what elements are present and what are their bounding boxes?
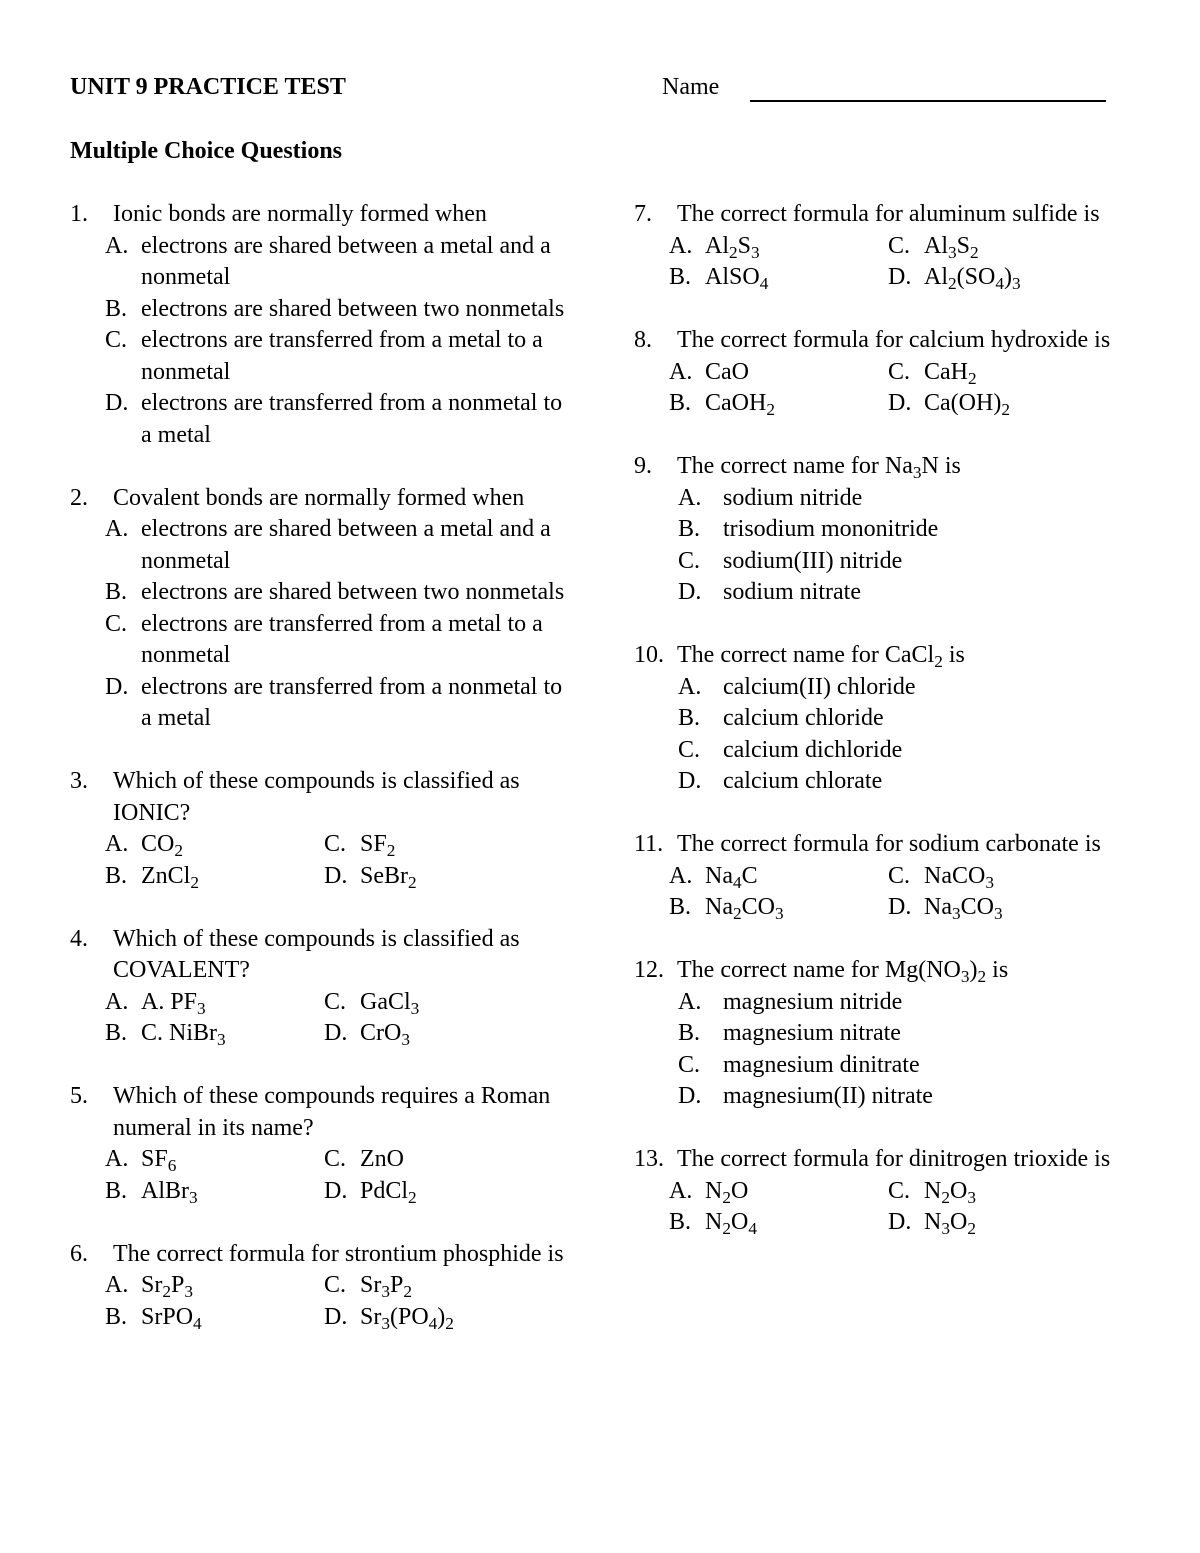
answer-option[interactable] (70, 294, 570, 326)
option-text: electrons are shared between two nonmetals (141, 579, 565, 605)
answer-option[interactable] (324, 829, 544, 861)
question-text: The correct formula for sodium carbonate is (677, 831, 1101, 857)
option-text: CaH$_2$ (924, 358, 977, 388)
answer-option[interactable] (888, 1207, 1108, 1239)
option-text: calcium(II) chloride (723, 673, 916, 700)
question-number: 4. (70, 925, 88, 952)
answer-option[interactable] (70, 231, 570, 294)
answer-option[interactable] (888, 357, 1108, 389)
option-letter: C. (888, 1177, 911, 1204)
question-number: 12. (634, 957, 664, 983)
question-text: The correct name for $Mg(NO_3)_2$ is (677, 957, 1009, 986)
option-letter: C. (324, 1272, 347, 1298)
option-text: calcium dichloride (723, 736, 903, 763)
answer-option[interactable] (105, 1302, 324, 1334)
option-letter: B. (678, 1020, 701, 1046)
option-text: C. NiBr$_3$ (141, 1020, 226, 1049)
question-stem (634, 1144, 1134, 1176)
option-letter: C. (678, 547, 701, 574)
answer-option[interactable] (105, 829, 324, 861)
option-letter: A. (669, 862, 693, 889)
answer-option[interactable] (70, 672, 570, 735)
question-stem (70, 199, 570, 231)
option-letter: D. (324, 1020, 348, 1046)
answer-option[interactable] (70, 577, 570, 609)
option-letter: A. (105, 988, 129, 1015)
question-number: 5. (70, 1083, 88, 1109)
right-column (634, 199, 1134, 1270)
option-letter: D. (888, 894, 912, 920)
option-text: $CO_2$ (141, 831, 183, 860)
option-text: CaO (705, 358, 749, 385)
option-letter: D. (678, 1083, 702, 1109)
option-text: sodium nitrate (723, 579, 861, 605)
question-1 (70, 199, 570, 451)
question-stem (70, 1239, 570, 1271)
option-text: ZnCl$_2$ (141, 862, 199, 892)
answer-option[interactable] (888, 388, 1108, 420)
answer-option[interactable] (634, 546, 1134, 578)
option-text: ZnO (360, 1146, 404, 1172)
question-stem (634, 451, 1134, 483)
question-text: Which of these compounds is classified as IONIC? (113, 768, 520, 826)
question-6 (70, 1239, 570, 1334)
option-text: electrons are transferred from a nonmetal to a metal (141, 390, 563, 448)
option-letter: D. (324, 862, 348, 889)
answer-option[interactable] (888, 262, 1108, 294)
question-number: 13. (634, 1146, 664, 1172)
answer-option[interactable] (634, 1050, 1134, 1082)
option-letter: A. (678, 988, 702, 1015)
option-text: $Sr_2P_3$ (141, 1272, 193, 1301)
option-letter: B. (105, 579, 128, 605)
question-text: The correct formula for aluminum sulfide is (677, 201, 1100, 227)
option-letter: B. (105, 1020, 128, 1046)
question-number: 3. (70, 768, 88, 794)
question-8 (634, 325, 1134, 420)
option-text: CaOH$_2$ (705, 390, 775, 419)
option-letter: D. (678, 579, 702, 605)
question-stem (634, 325, 1134, 357)
answer-option[interactable] (888, 861, 1108, 893)
option-letter: C. (888, 862, 911, 889)
question-text: Covalent bonds are normally formed when (113, 484, 525, 511)
option-text: $Ca(OH)_2$ (924, 390, 1010, 419)
question-7 (634, 199, 1134, 294)
option-text: PdCl$_2$ (360, 1177, 417, 1207)
option-letter: C. (105, 610, 128, 637)
question-number: 2. (70, 484, 88, 511)
option-text: electrons are transferred from a metal to a nonmetal (141, 327, 543, 385)
option-letter: C. (678, 1051, 701, 1078)
option-letter: C. (888, 358, 911, 385)
question-text: The correct formula for strontium phosphide is (113, 1240, 564, 1267)
question-number: 8. (634, 327, 652, 353)
question-number: 7. (634, 201, 652, 227)
option-letter: B. (669, 390, 692, 416)
answer-option[interactable] (634, 1081, 1134, 1113)
answer-option[interactable] (634, 672, 1134, 704)
option-letter: B. (669, 264, 692, 290)
option-text: $Na_4C$ (705, 862, 758, 892)
option-letter: A. (678, 673, 702, 700)
answer-option[interactable] (634, 766, 1134, 798)
question-12 (634, 955, 1134, 1113)
option-text: $Na_2CO_3$ (705, 894, 784, 923)
question-3 (70, 766, 570, 892)
question-text: The correct name for CaCl$_2$ is (677, 642, 965, 671)
name-field[interactable] (750, 100, 1106, 102)
question-2 (70, 483, 570, 735)
option-text: calcium chlorate (723, 768, 883, 794)
option-letter: D. (324, 1177, 348, 1204)
question-stem (70, 483, 570, 515)
answer-option[interactable] (324, 1270, 544, 1302)
option-letter: C. (888, 232, 911, 259)
answer-option[interactable] (669, 357, 888, 389)
option-text: $N_3O_2$ (924, 1209, 976, 1238)
option-text: $Sr_3P_2$ (360, 1272, 412, 1301)
question-stem (634, 955, 1134, 987)
option-letter: A. (105, 1272, 129, 1298)
answer-option[interactable] (888, 892, 1108, 924)
answer-options-grid (634, 231, 1134, 294)
option-text: $Al_2(SO_4)_3$ (924, 264, 1021, 293)
question-stem (634, 829, 1134, 861)
question-11 (634, 829, 1134, 924)
option-letter: A. (105, 516, 129, 542)
answer-option[interactable] (70, 388, 570, 451)
option-letter: D. (678, 768, 702, 794)
question-stem (70, 766, 570, 829)
question-13 (634, 1144, 1134, 1239)
section-heading: Multiple Choice Questions (70, 138, 343, 164)
option-text: $Sr_3(PO_4)_2$ (360, 1303, 454, 1333)
answer-options-grid (634, 861, 1134, 924)
option-letter: D. (888, 264, 912, 290)
option-letter: B. (678, 705, 701, 731)
option-text: $N_2O_3$ (924, 1177, 976, 1207)
answer-option[interactable] (634, 703, 1134, 735)
option-text: $Na_3CO_3$ (924, 894, 1003, 923)
question-10 (634, 640, 1134, 798)
option-letter: C. (324, 831, 347, 857)
name-label: Name (662, 74, 720, 100)
option-letter: A. (678, 484, 702, 511)
answer-option[interactable] (105, 1270, 324, 1302)
answer-option[interactable] (634, 514, 1134, 546)
question-4 (70, 924, 570, 1050)
question-stem (70, 924, 570, 987)
answer-option[interactable] (324, 987, 544, 1019)
option-text: SrPO$_4$ (141, 1303, 202, 1333)
option-text: electrons are shared between two nonmetals (141, 295, 565, 322)
option-text: $N_2O_4$ (705, 1209, 757, 1238)
option-text: electrons are transferred from a nonmetal to a metal (141, 673, 563, 731)
option-text: sodium nitride (723, 484, 863, 511)
option-letter: C. (105, 327, 128, 353)
answer-options-grid (70, 1144, 570, 1207)
answer-options-grid (70, 829, 570, 892)
option-letter: C. (324, 1146, 347, 1172)
option-letter: C. (678, 736, 701, 763)
option-text: sodium(III) nitride (723, 547, 903, 574)
answer-option[interactable] (324, 1302, 544, 1334)
answer-option[interactable] (324, 861, 544, 893)
question-text: The correct name for $Na_3N$ is (677, 453, 961, 482)
question-number: 6. (70, 1240, 88, 1267)
answer-option[interactable] (634, 1018, 1134, 1050)
option-letter: A. (669, 232, 693, 259)
option-text: AlBr$_3$ (141, 1177, 198, 1207)
option-text: magnesium nitrate (723, 1020, 901, 1046)
option-text: $Al_2S_3$ (705, 232, 760, 262)
answer-option[interactable] (669, 1207, 888, 1239)
option-text: A. $PF_3$ (141, 988, 206, 1018)
question-number: 1. (70, 201, 88, 227)
answer-option[interactable] (634, 483, 1134, 515)
answer-option[interactable] (70, 325, 570, 388)
answer-option[interactable] (634, 987, 1134, 1019)
answer-option[interactable] (105, 861, 324, 893)
option-letter: B. (678, 516, 701, 542)
answer-option[interactable] (669, 388, 888, 420)
option-text: trisodium mononitride (723, 516, 939, 542)
option-text: $SF_6$ (141, 1146, 177, 1175)
answer-option[interactable] (324, 1018, 544, 1050)
question-number: 10. (634, 642, 664, 668)
option-letter: D. (105, 390, 129, 416)
answer-option[interactable] (105, 1144, 324, 1176)
question-number: 11. (634, 831, 664, 857)
question-5 (70, 1081, 570, 1207)
answer-option[interactable] (105, 1176, 324, 1208)
answer-option[interactable] (669, 1176, 888, 1208)
answer-option[interactable] (669, 892, 888, 924)
answer-option[interactable] (324, 1144, 544, 1176)
question-text: The correct formula for dinitrogen trioxide is (677, 1146, 1111, 1172)
answer-options-grid (634, 1176, 1134, 1239)
question-number: 9. (634, 453, 652, 479)
option-text: magnesium nitride (723, 988, 903, 1015)
left-column (70, 199, 570, 1365)
option-text: $SF_2$ (360, 831, 396, 860)
option-letter: D. (324, 1303, 348, 1330)
option-letter: A. (669, 358, 693, 385)
question-stem (70, 1081, 570, 1144)
option-text: electrons are shared between a metal and a nonmetal (141, 232, 551, 290)
answer-options-grid (70, 1270, 570, 1333)
answer-option[interactable] (70, 514, 570, 577)
answer-option[interactable] (888, 231, 1108, 263)
option-text: calcium chloride (723, 705, 884, 731)
option-text: magnesium dinitrate (723, 1051, 920, 1078)
option-text: SeBr$_2$ (360, 862, 417, 892)
question-text: Which of these compounds requires a Roman numeral in its name? (113, 1083, 551, 1141)
page-title: UNIT 9 PRACTICE TEST (70, 74, 346, 100)
option-letter: C. (324, 988, 347, 1015)
option-text: $Al_3S_2$ (924, 232, 979, 262)
answer-options-grid (70, 987, 570, 1050)
question-text: Ionic bonds are normally formed when (113, 201, 487, 227)
option-letter: A. (105, 1146, 129, 1172)
question-text: Which of these compounds is classified as COVALENT? (113, 925, 520, 983)
option-letter: B. (105, 862, 128, 889)
answer-option[interactable] (669, 262, 888, 294)
answer-option[interactable] (634, 577, 1134, 609)
option-text: $N_2O$ (705, 1177, 749, 1207)
option-text: magnesium(II) nitrate (723, 1083, 933, 1109)
option-letter: D. (888, 1209, 912, 1235)
option-letter: A. (669, 1177, 693, 1204)
answer-option[interactable] (669, 231, 888, 263)
answer-option[interactable] (634, 735, 1134, 767)
option-letter: D. (105, 673, 129, 700)
option-letter: B. (669, 894, 692, 920)
option-text: AlSO$_4$ (705, 264, 769, 293)
question-9 (634, 451, 1134, 609)
question-stem (634, 640, 1134, 672)
option-letter: A. (105, 232, 129, 259)
answer-options-grid (634, 357, 1134, 420)
question-text: The correct formula for calcium hydroxide is (677, 327, 1111, 353)
answer-option[interactable] (888, 1176, 1108, 1208)
option-letter: B. (105, 1303, 128, 1330)
option-letter: B. (105, 295, 128, 322)
option-text: GaCl$_3$ (360, 988, 420, 1018)
option-letter: A. (105, 831, 129, 857)
answer-option[interactable] (70, 609, 570, 672)
answer-option[interactable] (324, 1176, 544, 1208)
answer-option[interactable] (105, 1018, 324, 1050)
option-text: CrO$_3$ (360, 1020, 410, 1049)
option-text: electrons are shared between a metal and a nonmetal (141, 516, 551, 574)
answer-option[interactable] (105, 987, 324, 1019)
option-text: electrons are transferred from a metal to a nonmetal (141, 610, 543, 668)
option-letter: D. (888, 390, 912, 416)
answer-option[interactable] (669, 861, 888, 893)
option-letter: B. (669, 1209, 692, 1235)
question-stem (634, 199, 1134, 231)
option-text: NaCO$_3$ (924, 862, 994, 892)
option-letter: B. (105, 1177, 128, 1204)
